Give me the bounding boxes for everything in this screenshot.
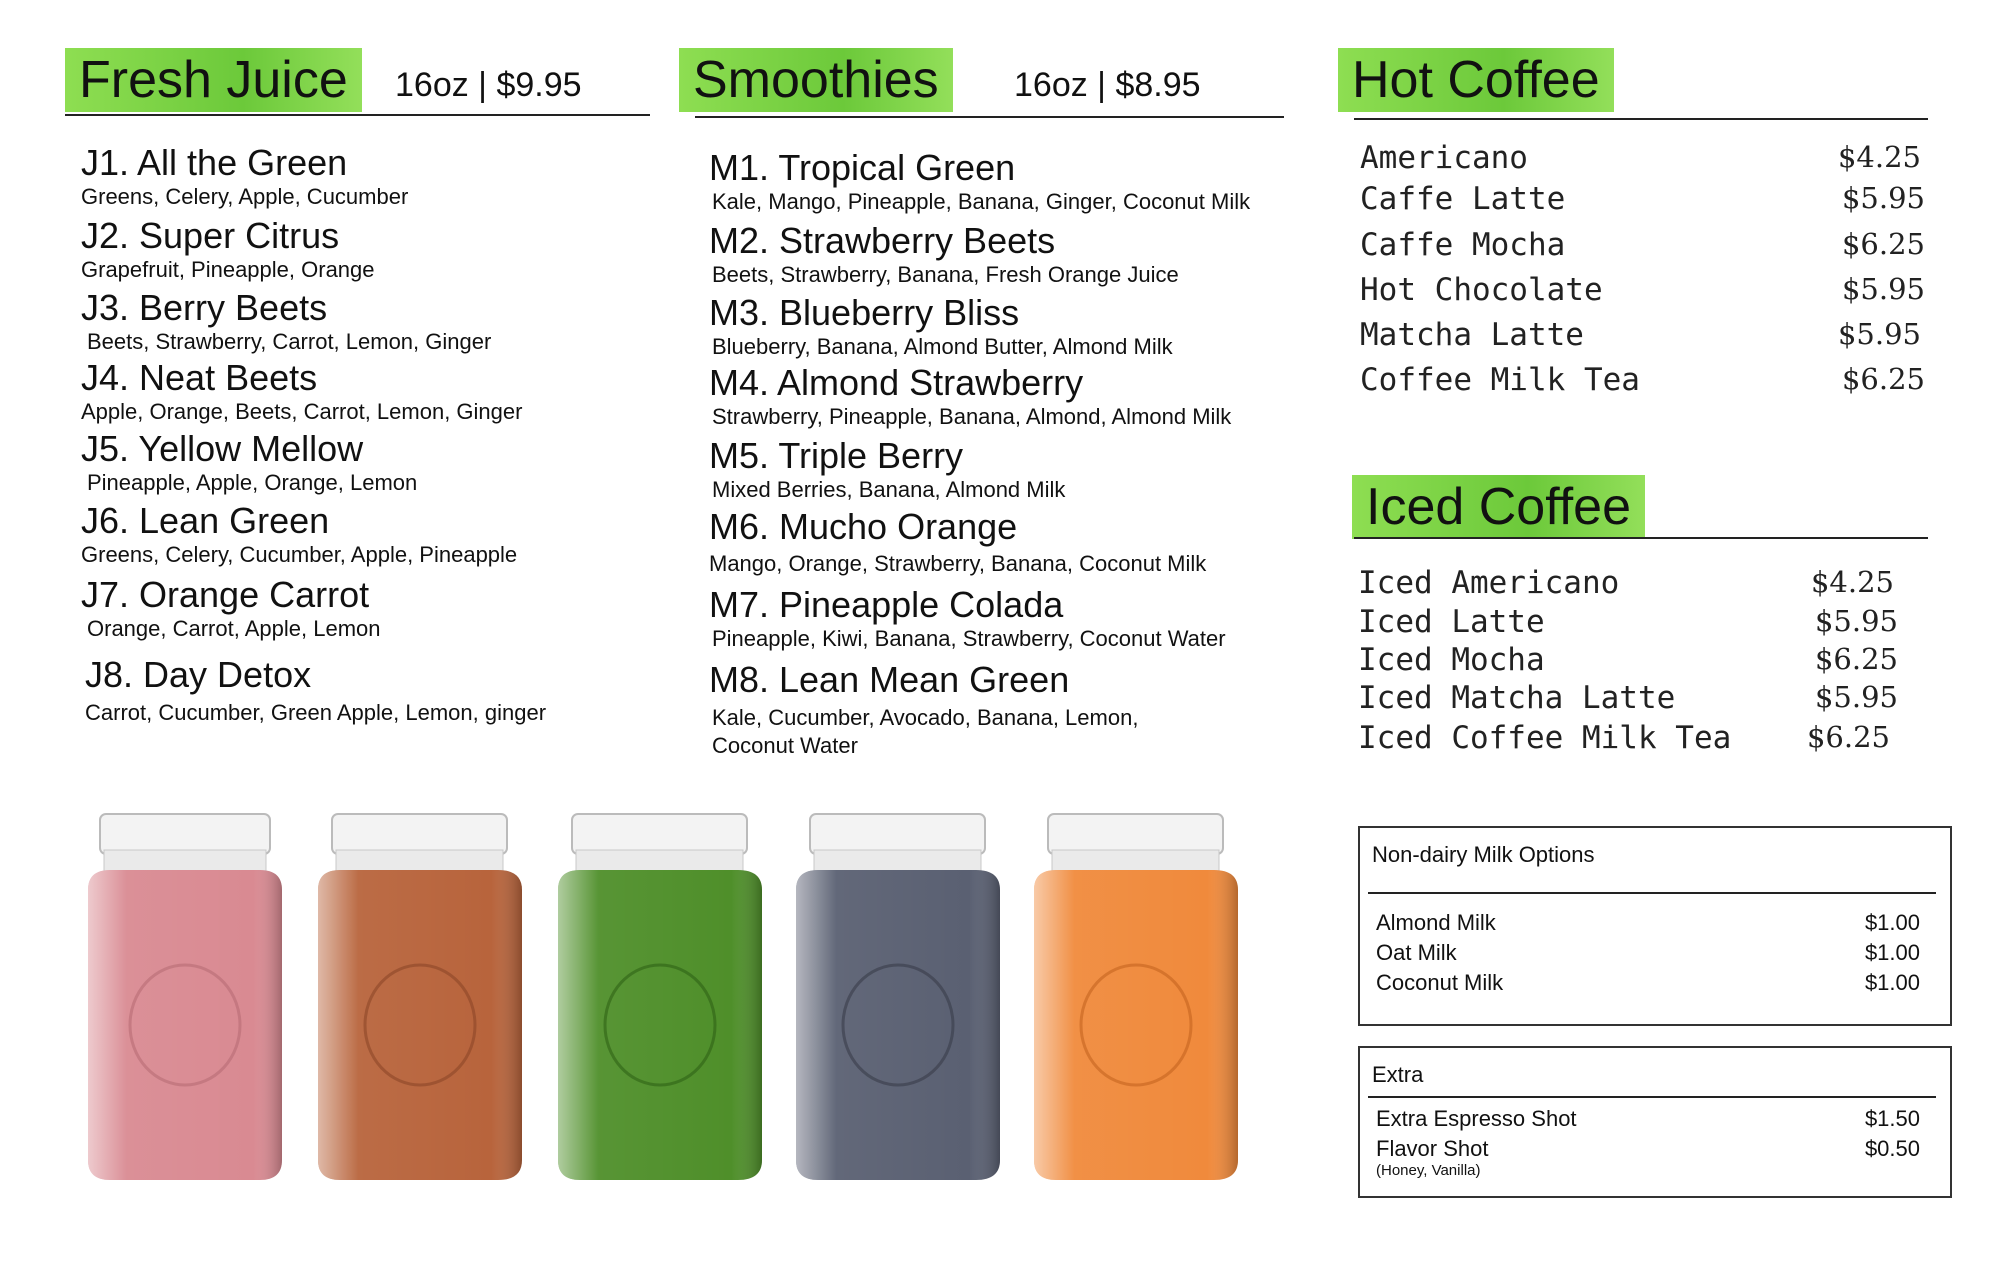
juice-item <box>81 216 375 284</box>
smoothie-item-ingredients: Mixed Berries, Banana, Almond Milk <box>712 477 1066 502</box>
smoothie-item-ingredients: Mango, Orange, Strawberry, Banana, Coconut Milk <box>709 551 1207 576</box>
milk-option-price: $1.00 <box>1864 940 1920 965</box>
smoothie-item-name: M6. Mucho Orange <box>709 506 1018 547</box>
smoothie-item <box>709 585 1226 653</box>
milk-option-row <box>1376 940 1920 966</box>
smoothie-item-name: M5. Triple Berry <box>709 435 964 476</box>
smoothies-header <box>679 48 1284 118</box>
hot-coffee-price: $6.25 <box>1841 227 1925 261</box>
smoothie-item-ingredients: Strawberry, Pineapple, Banana, Almond, Almond Milk <box>712 404 1232 429</box>
smoothie-jars-photo <box>70 800 1260 1200</box>
smoothie-item-ingredients: Kale, Cucumber, Avocado, Banana, Lemon, <box>712 705 1139 730</box>
juice-item-ingredients: Carrot, Cucumber, Green Apple, Lemon, ginger <box>85 700 547 725</box>
smoothie-item-ingredients: Pineapple, Kiwi, Banana, Strawberry, Coconut Water <box>712 626 1226 651</box>
iced-coffee-row <box>1358 720 1898 756</box>
smoothie-item <box>709 660 1138 760</box>
juice-item-ingredients: Apple, Orange, Beets, Carrot, Lemon, Ginger <box>81 399 523 424</box>
smoothie-item <box>709 293 1173 361</box>
hot-coffee-divider <box>1354 118 1928 120</box>
smoothie-item-name: M1. Tropical Green <box>709 147 1016 188</box>
iced-coffee-row <box>1358 565 1898 601</box>
hot-coffee-price: $4.25 <box>1837 140 1921 174</box>
smoothie-item <box>709 436 1065 504</box>
fresh-juice-price: 16oz | $9.95 <box>395 66 582 104</box>
smoothies-section <box>679 48 1284 758</box>
juice-item-ingredients: Greens, Celery, Cucumber, Apple, Pineapple <box>81 542 518 567</box>
hot-coffee-price: $5.95 <box>1837 317 1921 351</box>
hot-coffee-price: $5.95 <box>1841 272 1925 306</box>
hot-coffee-header <box>1338 48 1928 118</box>
extra-row <box>1376 1106 1920 1132</box>
juice-item-ingredients: Greens, Celery, Apple, Cucumber <box>81 184 409 209</box>
juice-item <box>81 143 408 211</box>
smoothie-item-name: M4. Almond Strawberry <box>709 362 1084 403</box>
juice-item <box>81 358 522 426</box>
extra-title: Extra <box>1372 1062 1424 1087</box>
fresh-juice-section <box>65 48 650 725</box>
juice-item-ingredients: Grapefruit, Pineapple, Orange <box>81 257 375 282</box>
juice-item-ingredients: Beets, Strawberry, Carrot, Lemon, Ginger <box>87 329 492 354</box>
juice-item-name: J5. Yellow Mellow <box>81 428 364 469</box>
smoothie-item <box>709 507 1206 578</box>
extra-row <box>1376 1136 1920 1162</box>
juice-item <box>81 288 491 356</box>
milk-options-title: Non-dairy Milk Options <box>1372 842 1595 867</box>
hot-coffee-price: $6.25 <box>1841 362 1925 396</box>
hot-coffee-section <box>1338 48 1928 398</box>
juice-item-ingredients: Orange, Carrot, Apple, Lemon <box>87 616 381 641</box>
hot-coffee-row <box>1360 362 1925 398</box>
smoothies-title: Smoothies <box>679 48 953 112</box>
iced-coffee-title: Iced Coffee <box>1352 475 1645 539</box>
juice-item-name: J8. Day Detox <box>85 654 312 695</box>
smoothie-item-name: M3. Blueberry Bliss <box>709 292 1020 333</box>
orange-smoothie-jar <box>1034 814 1238 1180</box>
milk-option-name: Coconut Milk <box>1376 970 1504 995</box>
juice-item-name: J6. Lean Green <box>81 500 330 541</box>
juice-item-name: J3. Berry Beets <box>81 287 328 328</box>
hot-coffee-row <box>1360 227 1925 263</box>
iced-coffee-name: Iced Mocha <box>1358 642 1545 678</box>
pink-smoothie-jar <box>88 814 282 1180</box>
milk-option-row <box>1376 970 1920 996</box>
smoothies-price: 16oz | $8.95 <box>1014 66 1201 104</box>
juice-item-name: J2. Super Citrus <box>81 215 340 256</box>
juice-item-name: J1. All the Green <box>81 142 348 183</box>
iced-coffee-row <box>1358 604 1898 640</box>
juice-item-name: J7. Orange Carrot <box>81 574 370 615</box>
brown-smoothie-jar <box>318 814 522 1180</box>
hot-coffee-name: Coffee Milk Tea <box>1360 362 1640 398</box>
iced-coffee-name: Iced Matcha Latte <box>1358 680 1676 716</box>
extra-name: Flavor Shot <box>1376 1136 1489 1161</box>
hot-coffee-price: $5.95 <box>1841 181 1925 215</box>
juice-item <box>81 575 381 643</box>
blueberry-smoothie-jar <box>796 814 1000 1180</box>
hot-coffee-name: Matcha Latte <box>1360 317 1584 353</box>
extra-box <box>1358 1046 1952 1198</box>
iced-coffee-row <box>1358 642 1898 678</box>
milk-option-name: Almond Milk <box>1376 910 1496 935</box>
smoothie-item-ingredients-continued: Coconut Water <box>712 733 858 758</box>
juice-item-ingredients: Pineapple, Apple, Orange, Lemon <box>87 470 418 495</box>
iced-coffee-name: Iced Latte <box>1358 604 1545 640</box>
iced-coffee-section <box>1352 475 1928 756</box>
fresh-juice-divider <box>65 114 650 116</box>
smoothie-item-ingredients: Beets, Strawberry, Banana, Fresh Orange Juice <box>712 262 1179 287</box>
smoothies-divider <box>695 116 1284 118</box>
smoothie-item-name: M2. Strawberry Beets <box>709 220 1056 261</box>
iced-coffee-price: $4.25 <box>1810 565 1894 599</box>
iced-coffee-price: $6.25 <box>1806 720 1890 754</box>
smoothie-item <box>709 221 1179 289</box>
milk-option-price: $1.00 <box>1864 910 1920 935</box>
hot-coffee-row <box>1360 272 1925 308</box>
juice-item-name: J4. Neat Beets <box>81 357 318 398</box>
juice-item <box>81 501 517 569</box>
milk-options-box <box>1358 826 1952 1026</box>
milk-option-row <box>1376 910 1920 936</box>
hot-coffee-name: Caffe Mocha <box>1360 227 1566 263</box>
iced-coffee-price: $5.95 <box>1814 680 1898 714</box>
extra-price: $1.50 <box>1864 1106 1920 1131</box>
hot-coffee-title: Hot Coffee <box>1338 48 1614 112</box>
extra-divider <box>1368 1096 1936 1098</box>
smoothie-item <box>709 148 1250 216</box>
fresh-juice-title: Fresh Juice <box>65 48 362 112</box>
smoothie-item-name: M8. Lean Mean Green <box>709 659 1070 700</box>
iced-coffee-divider <box>1354 537 1928 539</box>
iced-coffee-header <box>1352 475 1928 545</box>
smoothie-item-ingredients: Kale, Mango, Pineapple, Banana, Ginger, Coconut Milk <box>712 189 1251 214</box>
extra-name: Extra Espresso Shot <box>1376 1106 1577 1131</box>
smoothie-item-name: M7. Pineapple Colada <box>709 584 1064 625</box>
iced-coffee-name: Iced Americano <box>1358 565 1620 601</box>
juice-item <box>85 655 546 727</box>
milk-option-name: Oat Milk <box>1376 940 1457 965</box>
hot-coffee-row <box>1360 317 1925 353</box>
extra-price: $0.50 <box>1864 1136 1920 1161</box>
milk-options-divider <box>1368 892 1936 894</box>
iced-coffee-price: $6.25 <box>1814 642 1898 676</box>
hot-coffee-name: Americano <box>1360 140 1528 176</box>
extra-flavor-note: (Honey, Vanilla) <box>1376 1162 1481 1179</box>
juice-item <box>81 429 417 497</box>
fresh-juice-header <box>65 48 650 118</box>
smoothie-item <box>709 363 1231 431</box>
hot-coffee-row <box>1360 140 1925 176</box>
green-smoothie-jar <box>558 814 762 1180</box>
hot-coffee-name: Caffe Latte <box>1360 181 1566 217</box>
iced-coffee-price: $5.95 <box>1814 604 1898 638</box>
iced-coffee-name: Iced Coffee Milk Tea <box>1358 720 1732 756</box>
iced-coffee-row <box>1358 680 1898 716</box>
smoothie-item-ingredients: Blueberry, Banana, Almond Butter, Almond Milk <box>712 334 1173 359</box>
milk-option-price: $1.00 <box>1864 970 1920 995</box>
hot-coffee-name: Hot Chocolate <box>1360 272 1603 308</box>
hot-coffee-row <box>1360 181 1925 217</box>
